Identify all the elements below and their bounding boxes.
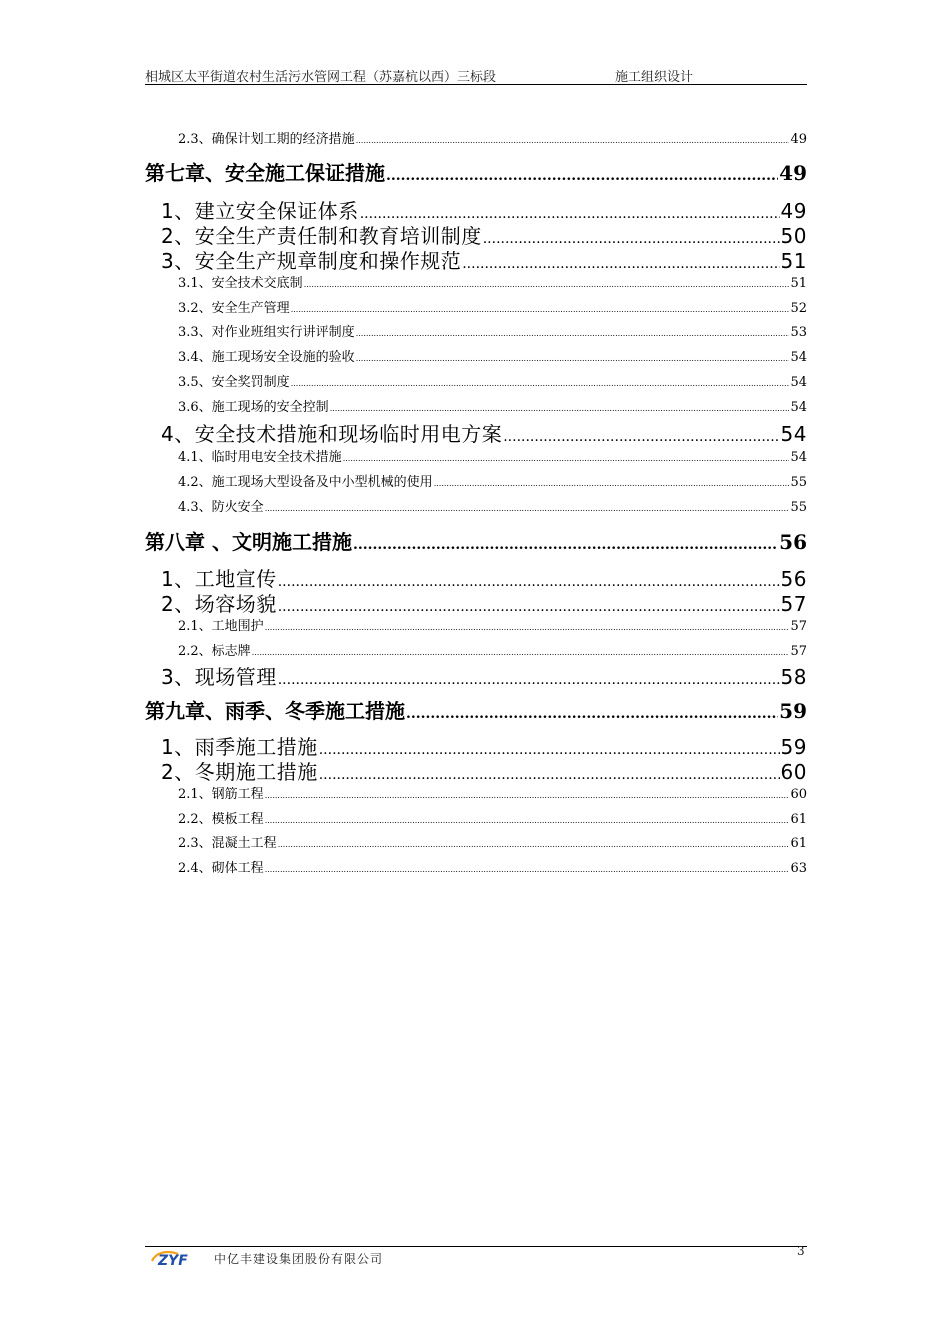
toc-dot-leader [265,791,790,800]
toc-dot-leader [304,280,790,289]
toc-entry-page-number: 56 [779,530,807,554]
page-number: 3 [797,1244,805,1258]
toc-entry-label: 1、工地宣传 [161,567,277,591]
toc-entry-page-number: 58 [780,665,807,689]
toc-entry-label: 2.3、混凝土工程 [178,836,277,851]
toc-entry-page-number: 57 [790,619,807,634]
toc-chapter-entry[interactable] [145,526,807,554]
toc-subsection-entry[interactable] [145,128,807,148]
toc-section-entry[interactable] [145,588,807,614]
toc-dot-leader [265,865,790,874]
toc-dot-leader [291,379,790,388]
toc-entry-page-number: 53 [790,325,807,340]
toc-entry-label: 4、安全技术措施和现场临时用电方案 [161,422,503,446]
toc-entry-label: 2.3、确保计划工期的经济措施 [178,132,355,147]
toc-subsection-entry[interactable] [145,396,807,416]
toc-entry-page-number: 51 [780,249,807,273]
toc-dot-leader [291,305,790,314]
toc-dot-leader [356,354,790,363]
toc-dot-leader [386,168,778,184]
toc-dot-leader [265,623,790,632]
toc-dot-leader [265,504,790,513]
toc-entry-label: 3.1、安全技术交底制 [178,276,303,291]
toc-entry-page-number: 59 [779,699,807,723]
toc-entry-page-number: 54 [790,350,807,365]
toc-entry-label: 2、安全生产责任制和教育培训制度 [161,224,482,248]
toc-dot-leader [265,816,790,825]
header-doc-type: 施工组织设计 [615,70,694,85]
toc-entry-label: 3.4、施工现场安全设施的验收 [178,350,355,365]
toc-chapter-entry[interactable] [145,695,807,723]
toc-dot-leader [278,840,790,849]
toc-entry-label: 2、场容场貌 [161,592,277,616]
toc-dot-leader [252,648,790,657]
toc-entry-label: 1、雨季施工措施 [161,735,318,759]
toc-entry-page-number: 51 [790,276,807,291]
toc-entry-label: 2.4、砌体工程 [178,861,264,876]
toc-entry-page-number: 55 [790,500,807,515]
toc-entry-label: 3.5、安全奖罚制度 [178,375,290,390]
toc-entry-page-number: 56 [780,567,807,591]
toc-subsection-entry[interactable] [145,857,807,877]
toc-subsection-entry[interactable] [145,615,807,635]
toc-entry-label: 3.3、对作业班组实行讲评制度 [178,325,355,340]
toc-dot-leader [503,429,779,445]
toc-entry-label: 4.3、防火安全 [178,500,264,515]
toc-entry-label: 第八章 、文明施工措施 [145,530,352,554]
toc-entry-label: 2.1、工地围护 [178,619,264,634]
toc-dot-leader [356,329,790,338]
toc-section-entry[interactable] [145,731,807,757]
toc-entry-label: 4.2、施工现场大型设备及中小型机械的使用 [178,475,433,490]
toc-subsection-entry[interactable] [145,346,807,366]
toc-section-entry[interactable] [145,756,807,782]
toc-subsection-entry[interactable] [145,272,807,292]
toc-section-entry[interactable] [145,245,807,271]
toc-subsection-entry[interactable] [145,640,807,660]
toc-entry-label: 第七章、安全施工保证措施 [145,161,385,185]
toc-entry-page-number: 60 [790,787,807,802]
company-logo [150,1248,206,1268]
toc-dot-leader [319,767,780,783]
toc-entry-label: 2.2、模板工程 [178,812,264,827]
toc-entry-page-number: 54 [790,450,807,465]
toc-entry-page-number: 54 [790,400,807,415]
toc-section-entry[interactable] [145,195,807,221]
toc-entry-page-number: 49 [780,199,807,223]
toc-entry-label: 4.1、临时用电安全技术措施 [178,450,342,465]
toc-subsection-entry[interactable] [145,446,807,466]
footer-company-name: 中亿丰建设集团股份有限公司 [214,1252,384,1266]
toc-entry-label: 2.2、标志牌 [178,644,251,659]
toc-entry-label: 2.1、钢筋工程 [178,787,264,802]
toc-dot-leader [330,404,790,413]
toc-subsection-entry[interactable] [145,783,807,803]
toc-entry-page-number: 50 [780,224,807,248]
toc-entry-page-number: 59 [780,735,807,759]
toc-subsection-entry[interactable] [145,808,807,828]
toc-entry-page-number: 49 [790,132,807,147]
header-project-title: 相城区太平街道农村生活污水管网工程（苏嘉杭以西）三标段 [145,70,497,85]
toc-entry-page-number: 61 [790,836,807,851]
toc-section-entry[interactable] [145,661,807,687]
toc-entry-page-number: 49 [779,161,807,185]
toc-entry-label: 3、安全生产规章制度和操作规范 [161,249,462,273]
toc-dot-leader [353,537,778,553]
page-header [145,66,807,84]
toc-dot-leader [278,672,780,688]
toc-entry-page-number: 52 [790,301,807,316]
toc-subsection-entry[interactable] [145,371,807,391]
header-divider [145,84,807,85]
toc-dot-leader [434,479,790,488]
toc-entry-page-number: 63 [790,861,807,876]
toc-section-entry[interactable] [145,418,807,444]
toc-entry-label: 第九章、雨季、冬季施工措施 [145,699,405,723]
toc-entry-label: 3.2、安全生产管理 [178,301,290,316]
toc-entry-page-number: 60 [780,760,807,784]
toc-chapter-entry[interactable] [145,157,807,185]
toc-dot-leader [278,599,780,615]
toc-entry-label: 3.6、施工现场的安全控制 [178,400,329,415]
toc-dot-leader [356,136,790,145]
toc-entry-label: 3、现场管理 [161,665,277,689]
toc-entry-page-number: 55 [790,475,807,490]
toc-entry-page-number: 54 [790,375,807,390]
footer-divider [145,1246,807,1247]
toc-entry-label: 2、冬期施工措施 [161,760,318,784]
toc-entry-label: 1、建立安全保证体系 [161,199,359,223]
toc-entry-page-number: 57 [790,644,807,659]
toc-section-entry[interactable] [145,563,807,589]
toc-subsection-entry[interactable] [145,297,807,317]
toc-subsection-entry[interactable] [145,496,807,516]
toc-entry-page-number: 54 [780,422,807,446]
toc-dot-leader [343,454,790,463]
toc-subsection-entry[interactable] [145,321,807,341]
toc-subsection-entry[interactable] [145,471,807,491]
toc-subsection-entry[interactable] [145,832,807,852]
toc-entry-page-number: 57 [780,592,807,616]
toc-dot-leader [462,256,779,272]
toc-entry-page-number: 61 [790,812,807,827]
toc-dot-leader [406,706,778,722]
logo-text: ZYF [158,1253,188,1268]
toc-section-entry[interactable] [145,220,807,246]
